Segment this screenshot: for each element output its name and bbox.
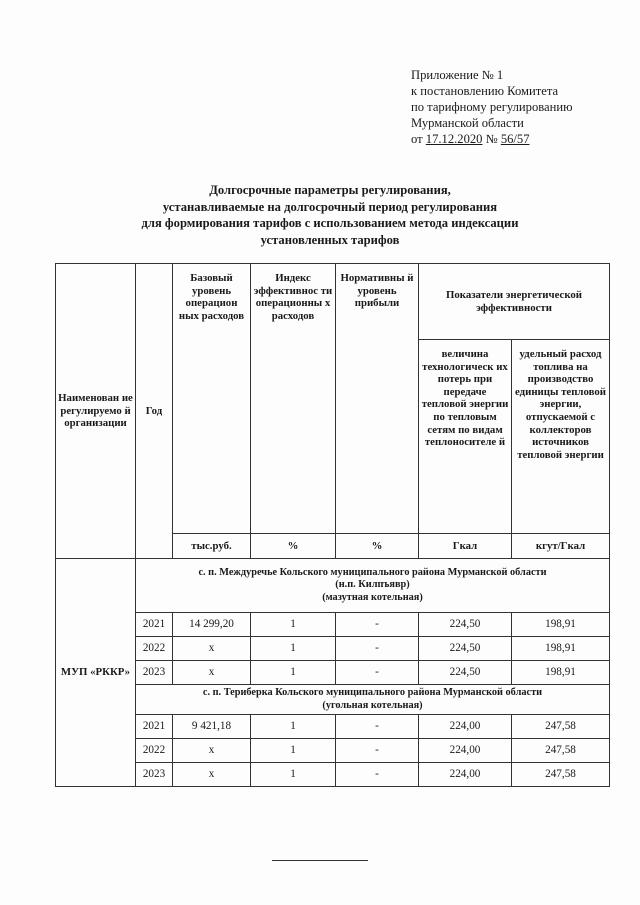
header-profit-level: Нормативны й уровень прибыли [336,264,419,534]
cell-base: x [173,739,251,763]
unit-index: % [251,534,336,559]
cell-losses: 224,50 [419,637,512,661]
cell-index: 1 [251,715,336,739]
cell-index: 1 [251,637,336,661]
header-heat-losses: величина технологическ их потерь при передаче тепловой энергии по тепловым сетям по видам теплоносителе й [419,340,512,534]
header-efficiency-index: Индекс эффективнос ти операционны х расходов [251,264,336,534]
cell-index: 1 [251,661,336,685]
title-line: установленных тарифов [260,232,400,247]
cell-index: 1 [251,613,336,637]
unit-losses: Гкал [419,534,512,559]
title-line: для формирования тарифов с использованием метода индексации [141,216,519,230]
cell-year: 2023 [136,661,173,685]
cell-fuel: 198,91 [512,637,610,661]
cell-profit: - [336,637,419,661]
annex-line: Мурманской области [411,116,524,130]
annex-block [411,67,626,147]
table-row [56,715,610,739]
cell-profit: - [336,763,419,787]
header-energy-efficiency: Показатели энергетической эффективности [419,264,610,340]
annex-date-prefix: от [411,132,423,146]
table-row [56,661,610,685]
cell-base: x [173,763,251,787]
cell-losses: 224,00 [419,739,512,763]
cell-fuel: 247,58 [512,715,610,739]
cell-losses: 224,50 [419,661,512,685]
cell-profit: - [336,715,419,739]
cell-profit: - [336,613,419,637]
cell-fuel: 198,91 [512,661,610,685]
table-row [56,637,610,661]
cell-index: 1 [251,739,336,763]
annex-date: 17.12.2020 [425,132,483,146]
header-organization: Наименован ие регулируемо й организации [56,264,136,559]
cell-losses: 224,50 [419,613,512,637]
organization-name: МУП «РККР» [56,559,136,787]
document-title [60,182,600,248]
unit-fuel: кгут/Гкал [512,534,610,559]
cell-fuel: 247,58 [512,739,610,763]
cell-base: x [173,637,251,661]
parameters-table [55,263,610,787]
unit-profit: % [336,534,419,559]
cell-losses: 224,00 [419,715,512,739]
cell-base: 9 421,18 [173,715,251,739]
annex-line: по тарифному регулированию [411,100,573,114]
footer-divider [272,860,368,861]
cell-year: 2022 [136,739,173,763]
section-title: с. п. Междуречье Кольского муниципального района Мурманской области (н.п. Килпъявр) (мазутная котельная) [136,559,610,613]
cell-fuel: 247,58 [512,763,610,787]
unit-base: тыс.руб. [173,534,251,559]
title-line: Долгосрочные параметры регулирования, [209,183,451,197]
annex-date-line [411,131,626,147]
cell-year: 2022 [136,637,173,661]
cell-fuel: 198,91 [512,613,610,637]
title-line: устанавливаемые на долгосрочный период регулирования [162,199,498,214]
cell-index: 1 [251,763,336,787]
annex-number: 56/57 [500,132,530,146]
cell-profit: - [336,661,419,685]
table-row [56,613,610,637]
cell-year: 2023 [136,763,173,787]
cell-year: 2021 [136,613,173,637]
annex-title: Приложение № 1 [411,68,504,82]
cell-profit: - [336,739,419,763]
cell-year: 2021 [136,715,173,739]
section-title: с. п. Териберка Кольского муниципального района Мурманской области (угольная котельная) [136,685,610,715]
table-row [56,739,610,763]
header-fuel-consumption: удельный расход топлива на производство единицы тепловой энергии, отпускаемой с коллекторов источников тепловой энергии [512,340,610,534]
cell-losses: 224,00 [419,763,512,787]
annex-number-label: № [485,132,498,146]
cell-base: x [173,661,251,685]
header-base-costs: Базовый уровень операцион ных расходов [173,264,251,534]
table-row [56,763,610,787]
header-year: Год [136,264,173,559]
annex-line: к постановлению Комитета [411,84,559,98]
cell-base: 14 299,20 [173,613,251,637]
